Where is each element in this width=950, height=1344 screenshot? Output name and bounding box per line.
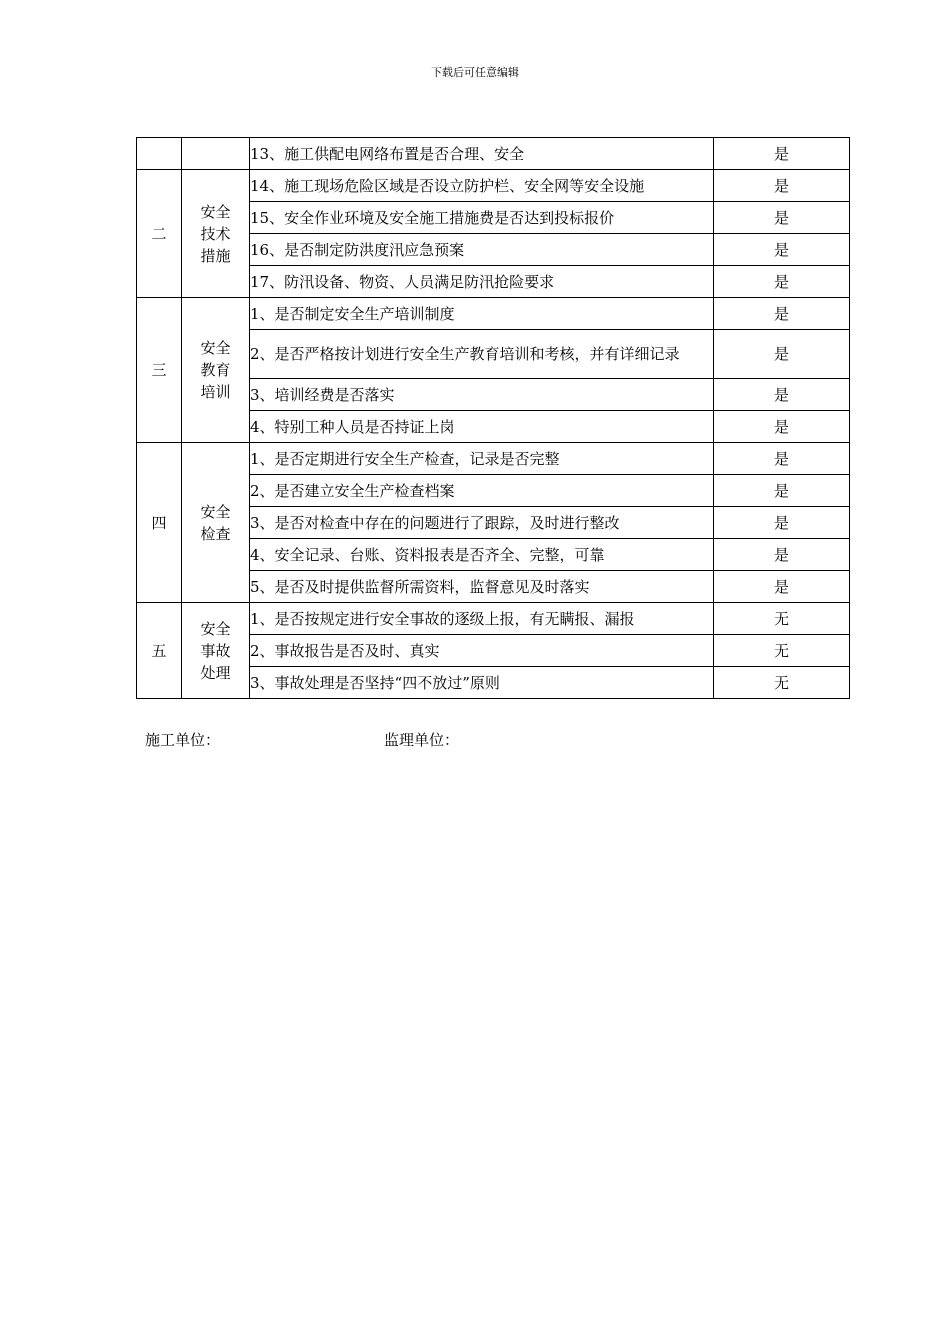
category-line: 事故 bbox=[200, 641, 231, 660]
check-result: 是 bbox=[714, 298, 850, 330]
check-result: 是 bbox=[714, 443, 850, 475]
section-category bbox=[182, 170, 250, 298]
section-number: 三 bbox=[137, 298, 182, 443]
check-result: 是 bbox=[714, 138, 850, 170]
check-item: 13、施工供配电网络布置是否合理、安全 bbox=[250, 138, 714, 170]
check-item: 2、事故报告是否及时、真实 bbox=[250, 635, 714, 667]
check-item: 15、安全作业环境及安全施工措施费是否达到投标报价 bbox=[250, 202, 714, 234]
check-result: 是 bbox=[714, 379, 850, 411]
check-result: 是 bbox=[714, 539, 850, 571]
section-category bbox=[182, 138, 250, 170]
check-item: 2、是否建立安全生产检查档案 bbox=[250, 475, 714, 507]
table-row bbox=[137, 443, 850, 475]
check-result: 是 bbox=[714, 411, 850, 443]
section-number: 五 bbox=[137, 603, 182, 699]
section-category bbox=[182, 443, 250, 603]
check-result: 是 bbox=[714, 571, 850, 603]
section-number: 二 bbox=[137, 170, 182, 298]
check-item: 4、安全记录、台账、资料报表是否齐全、完整，可靠 bbox=[250, 539, 714, 571]
section-number: 四 bbox=[137, 443, 182, 603]
check-result: 无 bbox=[714, 603, 850, 635]
construction-unit-label: 施工单位： bbox=[145, 731, 221, 749]
category-line: 教育 bbox=[200, 361, 231, 379]
check-result: 是 bbox=[714, 202, 850, 234]
section-category bbox=[182, 298, 250, 443]
category-line: 技术 bbox=[200, 224, 231, 243]
supervision-unit-label: 监理单位： bbox=[384, 731, 460, 749]
check-item: 17、防汛设备、物资、人员满足防汛抢险要求 bbox=[250, 266, 714, 298]
check-item: 3、培训经费是否落实 bbox=[250, 379, 714, 411]
category-line: 安全 bbox=[200, 619, 231, 638]
check-result: 是 bbox=[714, 234, 850, 266]
safety-checklist-table bbox=[136, 137, 850, 699]
check-item: 5、是否及时提供监督所需资料，监督意见及时落实 bbox=[250, 571, 714, 603]
check-result: 是 bbox=[714, 330, 850, 379]
check-item: 2、是否严格按计划进行安全生产教育培训和考核，并有详细记录 bbox=[250, 330, 714, 379]
section-category bbox=[182, 603, 250, 699]
category-line: 处理 bbox=[200, 663, 231, 682]
signature-line bbox=[145, 729, 460, 751]
check-result: 无 bbox=[714, 667, 850, 699]
check-item: 16、是否制定防洪度汛应急预案 bbox=[250, 234, 714, 266]
check-item: 1、是否制定安全生产培训制度 bbox=[250, 298, 714, 330]
check-item: 14、施工现场危险区域是否设立防护栏、安全网等安全设施 bbox=[250, 170, 714, 202]
category-line: 措施 bbox=[200, 246, 231, 265]
table-row bbox=[137, 170, 850, 202]
check-item: 3、是否对检查中存在的问题进行了跟踪，及时进行整改 bbox=[250, 507, 714, 539]
check-item: 4、特别工种人员是否持证上岗 bbox=[250, 411, 714, 443]
category-line: 安全 bbox=[200, 202, 231, 221]
check-result: 是 bbox=[714, 475, 850, 507]
page-header-note: 下载后可任意编辑 bbox=[431, 66, 519, 79]
category-line: 安全 bbox=[200, 502, 231, 521]
table-row bbox=[137, 138, 850, 170]
check-result: 是 bbox=[714, 170, 850, 202]
table-row bbox=[137, 603, 850, 635]
category-line: 安全 bbox=[200, 339, 231, 357]
category-line: 检查 bbox=[200, 524, 231, 543]
check-result: 是 bbox=[714, 507, 850, 539]
check-item: 1、是否按规定进行安全事故的逐级上报，有无瞒报、漏报 bbox=[250, 603, 714, 635]
category-line: 培训 bbox=[200, 383, 231, 401]
check-item: 1、是否定期进行安全生产检查，记录是否完整 bbox=[250, 443, 714, 475]
check-result: 是 bbox=[714, 266, 850, 298]
section-number bbox=[137, 138, 182, 170]
table-row bbox=[137, 298, 850, 330]
check-item: 3、事故处理是否坚持“四不放过”原则 bbox=[250, 667, 714, 699]
check-result: 无 bbox=[714, 635, 850, 667]
